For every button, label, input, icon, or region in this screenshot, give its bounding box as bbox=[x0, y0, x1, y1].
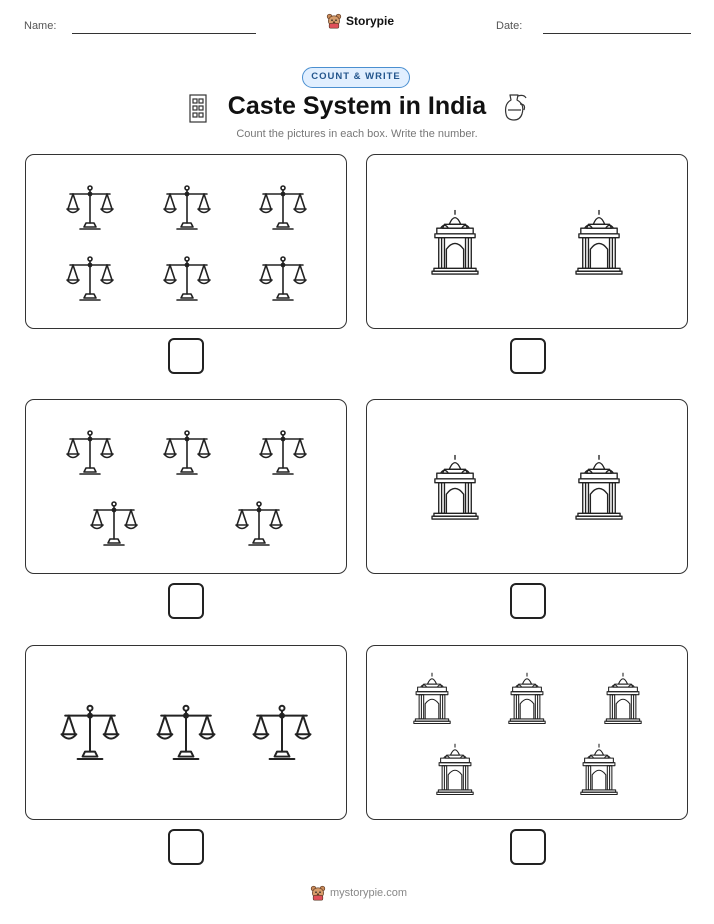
scales-icon bbox=[258, 254, 308, 304]
scales-icon bbox=[155, 702, 217, 764]
count-box-6 bbox=[366, 645, 688, 820]
count-box-1 bbox=[25, 154, 347, 329]
name-line[interactable] bbox=[72, 33, 256, 34]
mascot-icon bbox=[326, 13, 342, 29]
answer-box-5[interactable] bbox=[168, 829, 204, 865]
count-box-3 bbox=[25, 399, 347, 574]
answer-box-1[interactable] bbox=[168, 338, 204, 374]
footer bbox=[310, 885, 407, 901]
temple-icon bbox=[436, 743, 474, 796]
name-label: Name: bbox=[24, 20, 57, 32]
date-label: Date: bbox=[496, 20, 523, 32]
scales-icon bbox=[65, 428, 115, 478]
count-box-5 bbox=[25, 645, 347, 820]
scales-icon bbox=[162, 254, 212, 304]
count-box-2 bbox=[366, 154, 688, 329]
scales-icon bbox=[65, 254, 115, 304]
mascot-icon bbox=[310, 885, 326, 901]
scales-icon bbox=[258, 183, 308, 233]
date-line[interactable] bbox=[543, 33, 691, 34]
answer-box-3[interactable] bbox=[168, 583, 204, 619]
temple-icon bbox=[508, 672, 546, 725]
scales-icon bbox=[65, 183, 115, 233]
count-box-4 bbox=[366, 399, 688, 574]
brand-name: Storypie bbox=[346, 14, 395, 28]
pitcher-icon bbox=[502, 92, 528, 122]
scales-icon bbox=[258, 428, 308, 478]
answer-box-6[interactable] bbox=[510, 829, 546, 865]
temple-icon bbox=[580, 743, 618, 796]
answer-box-2[interactable] bbox=[510, 338, 546, 374]
footer-url[interactable]: mystorypie.com bbox=[330, 887, 408, 899]
scales-icon bbox=[234, 499, 284, 549]
scales-icon bbox=[162, 183, 212, 233]
temple-icon bbox=[575, 209, 623, 276]
brand-logo bbox=[326, 13, 394, 29]
temple-icon bbox=[431, 209, 479, 276]
temple-icon bbox=[413, 672, 451, 725]
scales-icon bbox=[89, 499, 139, 549]
temple-icon bbox=[431, 454, 479, 521]
scales-icon bbox=[59, 702, 121, 764]
scales-icon bbox=[251, 702, 313, 764]
scales-icon bbox=[162, 428, 212, 478]
temple-icon bbox=[575, 454, 623, 521]
temple-icon bbox=[604, 672, 642, 725]
activity-badge: COUNT & WRITE bbox=[302, 67, 410, 88]
instructions: Count the pictures in each box. Write the number. bbox=[236, 128, 478, 140]
page-title: Caste System in India bbox=[227, 92, 487, 120]
answer-box-4[interactable] bbox=[510, 583, 546, 619]
